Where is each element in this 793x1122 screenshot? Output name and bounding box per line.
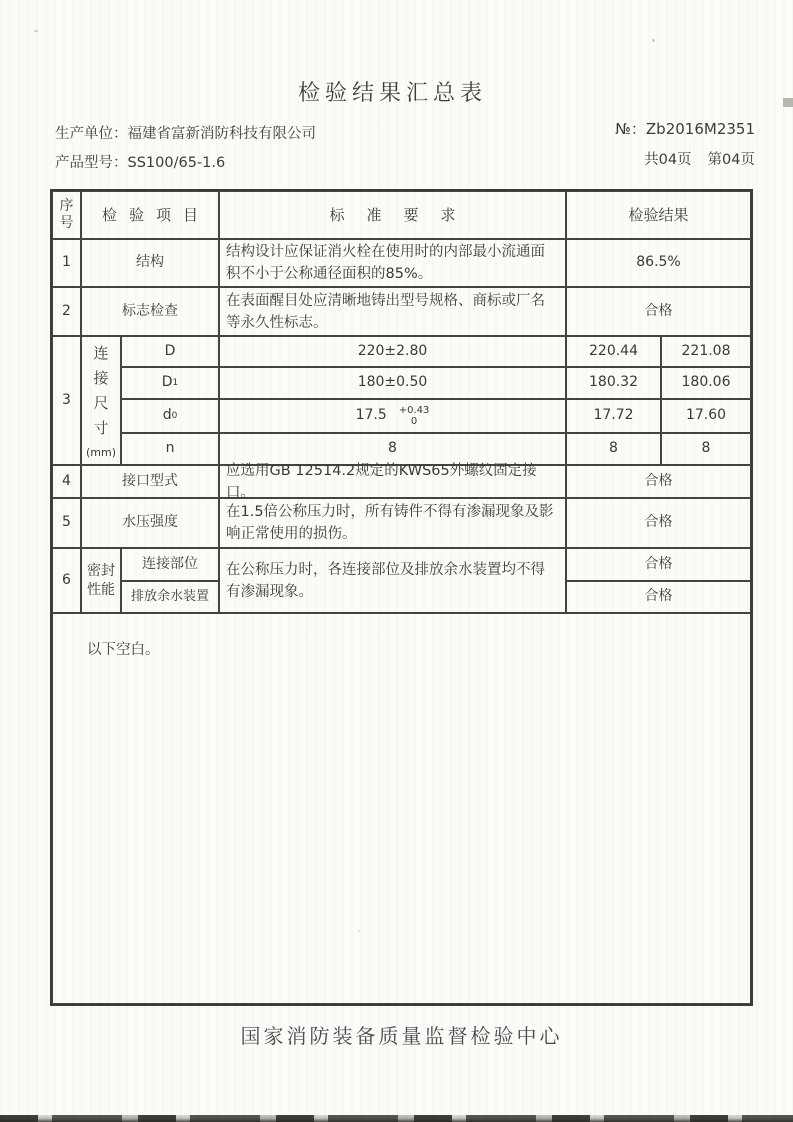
scan-edge-artifact-bottom — [0, 1115, 793, 1122]
dim-sub-d0: 0 — [171, 410, 178, 421]
row4-standard-cell: 应选用GB 12514.2规定的KWS65外螺纹固定接口。 — [219, 465, 566, 498]
row5-no-cell: 5 — [52, 498, 81, 548]
row3-subrow-n-result1-cell: 8 — [566, 433, 661, 465]
doc-number-line — [615, 118, 755, 139]
row1-item-cell: 结构 — [81, 239, 219, 287]
row3-subrow-d0-standard-cell — [219, 399, 566, 433]
issuing-center-footer: 国家消防装备质量监督检验中心 — [240, 1024, 563, 1048]
header-no-cell: 序号 — [52, 191, 81, 239]
scan-edge-artifact-corner — [783, 98, 793, 107]
row1-no-cell: 1 — [52, 239, 81, 287]
producer-line — [55, 122, 316, 143]
row6-no-cell: 6 — [52, 548, 81, 613]
page-current: 第04页 — [707, 152, 755, 168]
scan-speck — [652, 39, 655, 42]
row3-dimension-label: 连接尺寸 — [93, 343, 109, 437]
header-standard-cell: 标准要求 — [219, 191, 566, 239]
row3-subrow-n-result2-cell: 8 — [661, 433, 751, 465]
row3-subrow-n-standard-cell: 8 — [219, 433, 566, 465]
d0-tolerance-stack — [399, 405, 430, 427]
d0-tolerance-lower: 0 — [410, 416, 418, 427]
row6-standard-cell: 在公称压力时，各连接部位及排放余水装置均不得有渗漏现象。 — [219, 548, 566, 613]
dim-name-D1: D — [161, 374, 173, 391]
row5-result-cell: 合格 — [566, 498, 751, 548]
header-item-cell: 检验项目 — [81, 191, 219, 239]
producer-label: 生产单位： — [55, 126, 128, 142]
document-title: 检验结果汇总表 — [297, 81, 487, 106]
scan-speck — [358, 930, 360, 932]
scan-speck — [34, 30, 38, 32]
row3-subrow-d0-result2-cell: 17.60 — [661, 399, 751, 433]
model-label: 产品型号： — [55, 155, 128, 171]
row5-item-cell: 水压强度 — [81, 498, 219, 548]
row3-subrow-d0-name-cell — [121, 399, 219, 433]
row1-standard-cell: 结构设计应保证消火栓在使用时的内部最小流通面积不小于公称通径面积的85%。 — [219, 239, 566, 287]
pagination-line — [644, 148, 755, 169]
row6-subitem1-cell: 连接部位 — [121, 548, 219, 581]
producer-value: 福建省富新消防科技有限公司 — [127, 126, 316, 142]
row3-subrow-D1-result1-cell: 180.32 — [566, 367, 661, 399]
row3-subrow-D-standard-cell: 220±2.80 — [219, 336, 566, 367]
row3-subrow-d0-result1-cell: 17.72 — [566, 399, 661, 433]
page-count: 共04页 — [644, 152, 692, 168]
d0-nominal-value: 17.5 — [355, 407, 387, 424]
dim-name-D: D — [164, 342, 176, 359]
row3-subrow-D-name-cell — [121, 336, 219, 367]
row3-subrow-D-result2-cell: 221.08 — [661, 336, 751, 367]
row6-subitem2-cell: 排放余水装置 — [121, 581, 219, 613]
row3-subrow-n-name-cell — [121, 433, 219, 465]
doc-number-label: №： — [615, 120, 646, 138]
row4-item-cell: 接口型式 — [81, 465, 219, 498]
model-value: SS100/65-1.6 — [127, 155, 226, 171]
row6-result1-cell: 合格 — [566, 548, 751, 581]
row1-result-cell: 86.5% — [566, 239, 751, 287]
dim-sub-D1: 1 — [172, 377, 179, 388]
inspection-results-table — [50, 189, 753, 1006]
row6-result2-cell: 合格 — [566, 581, 751, 613]
row2-result-cell: 合格 — [566, 287, 751, 336]
row4-no-cell: 4 — [52, 465, 81, 498]
row3-subrow-D1-result2-cell: 180.06 — [661, 367, 751, 399]
dim-name-n: n — [165, 440, 175, 457]
row3-subrow-D1-standard-cell: 180±0.50 — [219, 367, 566, 399]
doc-number-value: Zb2016M2351 — [645, 120, 755, 138]
row6-item-cell: 密封性能 — [81, 548, 121, 613]
row3-no-cell: 3 — [52, 336, 81, 465]
row5-standard-cell: 在1.5倍公称压力时，所有铸件不得有渗漏现象及影响正常使用的损伤。 — [219, 498, 566, 548]
row2-item-cell: 标志检查 — [81, 287, 219, 336]
row3-subrow-D-result1-cell: 220.44 — [566, 336, 661, 367]
d0-tolerance-upper: +0.43 — [398, 405, 430, 416]
row3-subrow-D1-name-cell — [121, 367, 219, 399]
row4-result-cell: 合格 — [566, 465, 751, 498]
header-result-cell: 检验结果 — [566, 191, 751, 239]
dim-name-d0: d — [162, 407, 172, 424]
row2-no-cell: 2 — [52, 287, 81, 336]
model-line — [55, 151, 225, 172]
row2-standard-cell: 在表面醒目处应清晰地铸出型号规格、商标或厂名等永久性标志。 — [219, 287, 566, 336]
row3-dimension-unit: (mm) — [85, 445, 116, 459]
row3-dimension-label-cell — [81, 336, 121, 465]
blank-remainder-cell: 以下空白。 — [52, 613, 751, 1004]
